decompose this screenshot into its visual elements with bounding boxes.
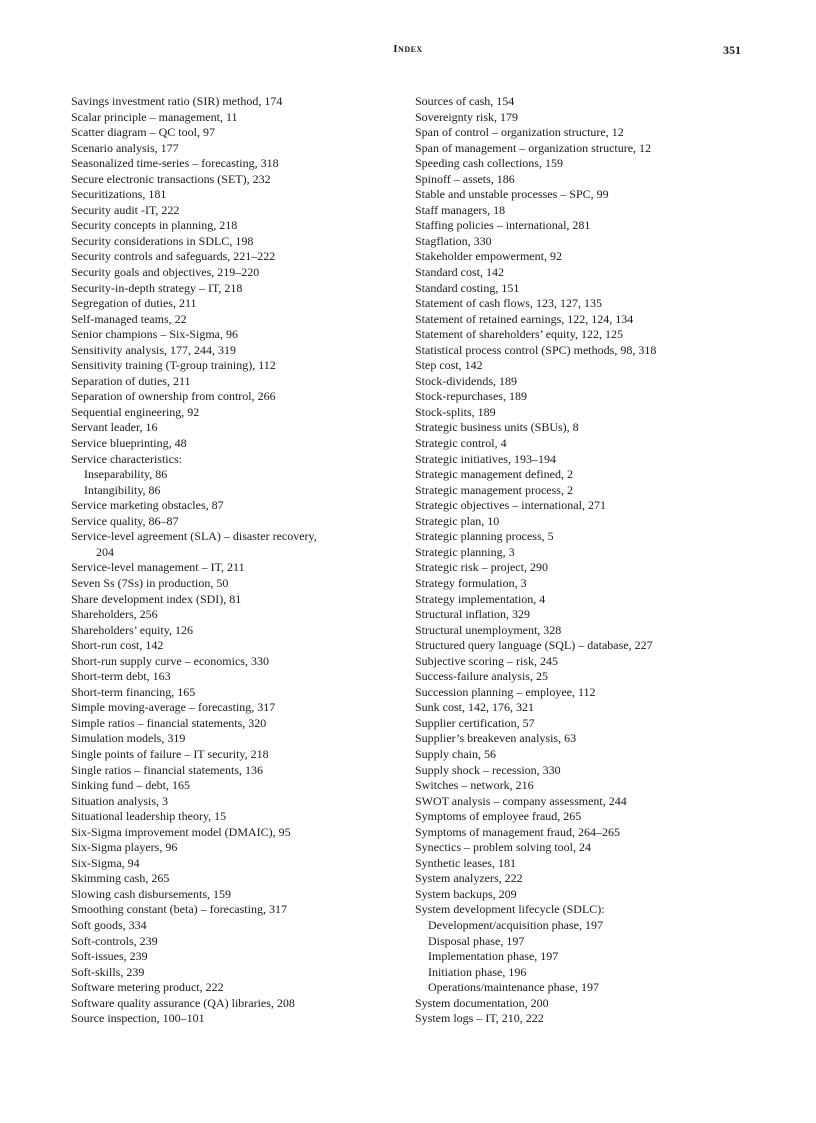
index-entry: Subjective scoring – risk, 245 [415,653,558,668]
running-head-title: Index [393,43,423,55]
index-entry: Stable and unstable processes – SPC, 99 [415,187,609,202]
index-subentry: Implementation phase, 197 [428,949,559,964]
index-entry: Statement of shareholders’ equity, 122, 125 [415,327,623,342]
index-subentry: Operations/maintenance phase, 197 [428,980,599,995]
index-entry: Supplier certification, 57 [415,715,535,730]
index-entry: Soft-controls, 239 [71,933,158,948]
index-entry: Staff managers, 18 [415,202,506,217]
index-entry: Symptoms of employee fraud, 265 [415,809,582,824]
index-entry: Self-managed teams, 22 [71,311,187,326]
index-entry: Short-term financing, 165 [71,684,196,699]
index-entry: Service-level management – IT, 211 [71,560,245,575]
index-subentry: Initiation phase, 196 [428,964,527,979]
index-entry: Speeding cash collections, 159 [415,156,563,171]
index-entry: System development lifecycle (SDLC): [415,902,605,917]
index-entry: Structural inflation, 329 [415,607,530,622]
index-entry: Supplier’s breakeven analysis, 63 [415,731,577,746]
index-entry: Strategy implementation, 4 [415,591,546,606]
index-entry: Statistical process control (SPC) methods, 98, 318 [415,342,657,357]
index-subentry: Development/acquisition phase, 197 [428,917,603,932]
index-entry: Strategic business units (SBUs), 8 [415,420,579,435]
index-entry: Strategy formulation, 3 [415,575,527,590]
index-entry: Separation of ownership from control, 266 [71,389,276,404]
index-entry: Soft goods, 334 [71,917,147,932]
index-entry: Simulation models, 319 [71,731,186,746]
index-entry: Securitizations, 181 [71,187,167,202]
index-entry: Segregation of duties, 211 [71,296,197,311]
index-entry: Source inspection, 100–101 [71,1011,205,1026]
index-entry: System backups, 209 [415,886,517,901]
index-entry: Spinoff – assets, 186 [415,171,515,186]
index-entry: Security controls and safeguards, 221–222 [71,249,276,264]
index-entry: Separation of duties, 211 [71,373,191,388]
index-entry: Soft-issues, 239 [71,949,148,964]
index-entry: Sunk cost, 142, 176, 321 [415,700,535,715]
running-head [0,43,816,59]
index-column-left [71,94,401,1027]
index-entry: Shareholders’ equity, 126 [71,622,193,637]
index-entry: Security considerations in SDLC, 198 [71,233,254,248]
index-entry: Strategic initiatives, 193–194 [415,451,556,466]
index-entry: System analyzers, 222 [415,871,523,886]
index-entry: Staffing policies – international, 281 [415,218,591,233]
index-entry: SWOT analysis – company assessment, 244 [415,793,627,808]
index-entry: Strategic management process, 2 [415,482,573,497]
index-entry: Smoothing constant (beta) – forecasting, 317 [71,902,287,917]
index-entry: Sensitivity analysis, 177, 244, 319 [71,342,236,357]
index-entry: Scatter diagram – QC tool, 97 [71,125,215,140]
index-entry: Six-Sigma players, 96 [71,840,178,855]
index-entry: Scenario analysis, 177 [71,140,179,155]
index-entry: Security-in-depth strategy – IT, 218 [71,280,243,295]
index-entry: Supply chain, 56 [415,746,496,761]
index-entry: Situation analysis, 3 [71,793,168,808]
index-entry: Seasonalized time-series – forecasting, 318 [71,156,279,171]
index-entry: Statement of cash flows, 123, 127, 135 [415,296,602,311]
index-entry: Sources of cash, 154 [415,94,515,108]
index-entry: Success-failure analysis, 25 [415,669,548,684]
index-subentry: Inseparability, 86 [84,467,168,482]
index-entry: Synthetic leases, 181 [415,855,516,870]
index-entry: Step cost, 142 [415,358,483,373]
index-entry: Stock-splits, 189 [415,404,496,419]
index-entry: Security goals and objectives, 219–220 [71,265,260,280]
index-entry: Six-Sigma, 94 [71,855,140,870]
index-entry: Software quality assurance (QA) libraries, 208 [71,995,295,1010]
index-entry: Span of control – organization structure, 12 [415,125,624,140]
index-entry: Short-run supply curve – economics, 330 [71,653,269,668]
index-entry: Stakeholder empowerment, 92 [415,249,562,264]
index-entry: Sequential engineering, 92 [71,404,200,419]
index-entry: Supply shock – recession, 330 [415,762,561,777]
index-entry: Situational leadership theory, 15 [71,809,227,824]
index-entry: Strategic planning process, 5 [415,529,554,544]
index-entry: Strategic risk – project, 290 [415,560,548,575]
index-entry: Service characteristics: [71,451,182,466]
index-entry: Standard costing, 151 [415,280,520,295]
index-entry: Symptoms of management fraud, 264–265 [415,824,620,839]
index-entry: Sensitivity training (T-group training), 112 [71,358,276,373]
index-entry: Skimming cash, 265 [71,871,170,886]
index-entry: Software metering product, 222 [71,980,224,995]
index-entry: Savings investment ratio (SIR) method, 174 [71,94,283,108]
index-entry: Simple ratios – financial statements, 320 [71,715,267,730]
index-entry: Service quality, 86–87 [71,513,179,528]
index-entry: Six-Sigma improvement model (DMAIC), 95 [71,824,291,839]
index-entry: Stock-repurchases, 189 [415,389,527,404]
index-entry: Service marketing obstacles, 87 [71,498,224,513]
index-entry: Scalar principle – management, 11 [71,109,238,124]
index-entry: Single ratios – financial statements, 136 [71,762,263,777]
index-entry: Share development index (SDI), 81 [71,591,242,606]
index-entry: Strategic planning, 3 [415,544,515,559]
index-entry: Service blueprinting, 48 [71,436,187,451]
index-entry: Senior champions – Six-Sigma, 96 [71,327,238,342]
index-entry: Synectics – problem solving tool, 24 [415,840,591,855]
index-entry: System documentation, 200 [415,995,549,1010]
index-entry: Short-term debt, 163 [71,669,171,684]
index-entry: Slowing cash disbursements, 159 [71,886,231,901]
index-entry: Security concepts in planning, 218 [71,218,238,233]
index-subentry: Intangibility, 86 [84,482,161,497]
index-entry: Strategic management defined, 2 [415,467,573,482]
index-entry: Structured query language (SQL) – database, 227 [415,638,653,653]
index-entry: Soft-skills, 239 [71,964,145,979]
index-entry: Switches – network, 216 [415,778,534,793]
index-entry: Standard cost, 142 [415,265,504,280]
index-entry: Strategic objectives – international, 271 [415,498,606,513]
index-subentry: Disposal phase, 197 [428,933,525,948]
index-entry: Sovereignty risk, 179 [415,109,518,124]
index-entry: 204 [96,544,114,559]
index-entry: Single points of failure – IT security, 218 [71,746,269,761]
index-entry: Structural unemployment, 328 [415,622,562,637]
index-entry: Servant leader, 16 [71,420,158,435]
index-entry: Stock-dividends, 189 [415,373,517,388]
page-number: 351 [723,43,741,57]
index-entry: System logs – IT, 210, 222 [415,1011,544,1026]
index-entry: Span of management – organization structure, 12 [415,140,652,155]
index-entry: Strategic plan, 10 [415,513,500,528]
index-entry: Secure electronic transactions (SET), 232 [71,171,271,186]
index-entry: Security audit -IT, 222 [71,202,180,217]
index-entry: Succession planning – employee, 112 [415,684,596,699]
index-entry: Seven Ss (7Ss) in production, 50 [71,575,229,590]
index-entry: Service-level agreement (SLA) – disaster recovery, [71,529,317,544]
index-entry: Statement of retained earnings, 122, 124, 134 [415,311,634,326]
index-entry: Short-run cost, 142 [71,638,164,653]
index-entry: Shareholders, 256 [71,607,158,622]
index-column-right [415,94,755,1027]
index-entry: Sinking fund – debt, 165 [71,778,190,793]
index-entry: Stagflation, 330 [415,233,492,248]
index-entry: Strategic control, 4 [415,436,507,451]
index-entry: Simple moving-average – forecasting, 317 [71,700,276,715]
